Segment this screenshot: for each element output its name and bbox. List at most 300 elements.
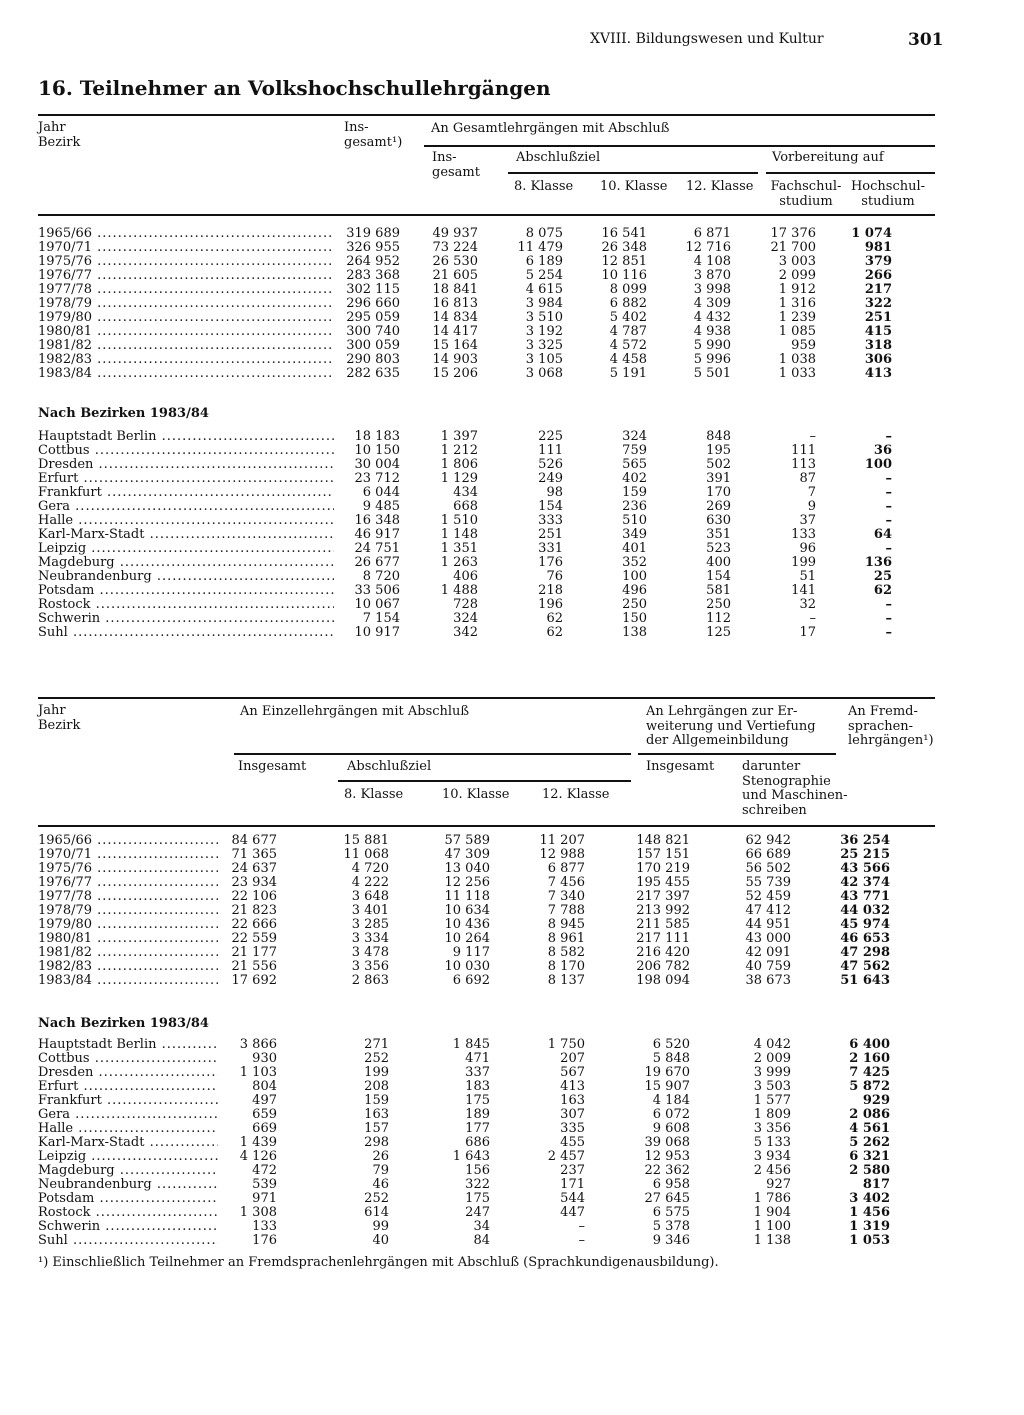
table-cell: 6 189 <box>525 253 563 269</box>
row-label: 1978/79 ..... <box>38 904 218 918</box>
table-row-district <box>38 444 898 458</box>
row-label: 1983/84 ..... <box>38 974 218 988</box>
table-cell: 49 937 <box>432 226 478 241</box>
table-cell: 8 170 <box>547 958 585 974</box>
table-cell: 133 <box>791 527 816 542</box>
table-cell: 1 439 <box>239 1135 277 1150</box>
table-row-district <box>38 472 898 486</box>
table-cell: 1 577 <box>753 1093 791 1108</box>
table-cell: 8 945 <box>547 916 585 932</box>
table-cell: 434 <box>453 485 478 500</box>
table-cell: 159 <box>364 1093 389 1108</box>
table-cell: 402 <box>622 471 647 486</box>
table-cell: 930 <box>252 1051 277 1066</box>
table-cell: 36 254 <box>840 833 890 848</box>
table-cell: 4 615 <box>525 281 563 297</box>
table-row-year <box>38 960 898 974</box>
table-row-district <box>38 1038 898 1052</box>
table-cell: 247 <box>465 1205 490 1220</box>
table-2-col-8-klasse: 8. Klasse <box>344 787 404 802</box>
table-cell: 7 788 <box>547 902 585 918</box>
table-cell: 318 <box>864 337 892 353</box>
table-cell: 1 643 <box>452 1149 490 1164</box>
table-cell: 175 <box>465 1093 490 1108</box>
table-cell: 23 934 <box>231 874 277 890</box>
table-cell: 1 138 <box>753 1233 791 1248</box>
table-cell: – <box>885 485 892 500</box>
table-cell: 668 <box>453 499 478 514</box>
table-cell: 98 <box>546 485 563 500</box>
table-1-col-insgesamt: Ins- gesamt¹) <box>344 120 403 150</box>
table-cell: 1 038 <box>778 351 816 367</box>
table-cell: 337 <box>465 1065 490 1080</box>
table-cell: 64 <box>873 527 892 542</box>
table-cell: 391 <box>706 471 731 486</box>
table-cell: 2 009 <box>753 1051 791 1066</box>
table-cell: 4 184 <box>652 1093 690 1108</box>
table-cell: 3 402 <box>849 1191 890 1206</box>
table-cell: 927 <box>766 1177 791 1192</box>
table-cell: 3 105 <box>525 351 563 367</box>
row-label: Hauptstadt Berlin ..... <box>38 430 334 444</box>
table-cell: 154 <box>706 569 731 584</box>
table-cell: 1 053 <box>849 1233 890 1248</box>
table-cell: 79 <box>372 1163 389 1178</box>
table-cell: 1 319 <box>849 1219 890 1234</box>
table-1-col-8-klasse: 8. Klasse <box>514 179 574 194</box>
table-2-col-einzel-insgesamt: Insgesamt <box>238 759 307 774</box>
table-cell: 300 059 <box>346 337 400 353</box>
table-cell: 111 <box>791 443 816 458</box>
table-cell: 62 <box>873 583 892 598</box>
row-label: Gera ..... <box>38 1108 218 1122</box>
table-cell: 10 116 <box>601 267 647 283</box>
table-cell: 290 803 <box>346 351 400 367</box>
table-cell: 206 782 <box>636 958 690 974</box>
table-cell: 148 821 <box>636 833 690 848</box>
table-cell: 22 559 <box>231 930 277 946</box>
table-cell: 100 <box>622 569 647 584</box>
table-cell: 539 <box>252 1177 277 1192</box>
table-row-year <box>38 311 898 325</box>
table-cell: 163 <box>364 1107 389 1122</box>
table-cell: 25 215 <box>840 846 890 862</box>
table-cell: 156 <box>465 1163 490 1178</box>
table-row-district <box>38 1220 898 1234</box>
table-cell: 198 094 <box>636 972 690 988</box>
table-cell: 326 955 <box>346 239 400 255</box>
row-label: 1982/83 ..... <box>38 353 334 367</box>
table-cell: 7 154 <box>362 611 400 626</box>
table-cell: 565 <box>622 457 647 472</box>
table-cell: 3 068 <box>525 365 563 381</box>
table-cell: 302 115 <box>346 281 400 297</box>
table-cell: 3 325 <box>525 337 563 353</box>
table-cell: 295 059 <box>346 309 400 325</box>
table-row-year <box>38 227 898 241</box>
table-cell: 282 635 <box>346 365 400 381</box>
table-cell: 225 <box>538 429 563 444</box>
table-cell: 17 <box>799 625 816 640</box>
table-cell: 15 164 <box>432 337 478 353</box>
table-cell: 1 103 <box>239 1065 277 1080</box>
table-cell: 76 <box>546 569 563 584</box>
row-label: 1975/76 ..... <box>38 255 334 269</box>
table-1-top-rule <box>38 114 935 116</box>
table-cell: 38 673 <box>745 972 791 988</box>
table-row-district <box>38 1150 898 1164</box>
table-cell: 271 <box>364 1037 389 1052</box>
table-cell: 3 401 <box>351 902 389 918</box>
table-cell: 39 068 <box>644 1135 690 1150</box>
table-cell: 1 904 <box>753 1205 791 1220</box>
row-label: Cottbus ..... <box>38 444 334 458</box>
table-cell: 415 <box>864 323 892 339</box>
table-cell: 12 716 <box>685 239 731 255</box>
table-row-district <box>38 1094 898 1108</box>
table-cell: 252 <box>364 1191 389 1206</box>
table-cell: 7 456 <box>547 874 585 890</box>
table-cell: 4 938 <box>693 323 731 339</box>
table-cell: 3 648 <box>351 888 389 904</box>
row-label: Karl-Marx-Stadt ..... <box>38 1136 218 1150</box>
row-label: Karl-Marx-Stadt ..... <box>38 528 334 542</box>
table-row-district <box>38 528 898 542</box>
table-1-group-gesamtlehrgaenge: An Gesamtlehrgängen mit Abschluß <box>431 121 670 136</box>
table-1-col-hochschulstudium: Hochschul- studium <box>850 179 926 209</box>
table-cell: 26 <box>372 1149 389 1164</box>
row-label: 1975/76 ..... <box>38 862 218 876</box>
table-cell: 333 <box>538 513 563 528</box>
table-cell: 24 751 <box>354 541 400 556</box>
row-label: Leipzig ..... <box>38 1150 218 1164</box>
table-cell: 4 042 <box>753 1037 791 1052</box>
table-cell: 44 951 <box>745 916 791 932</box>
table-cell: 6 882 <box>609 295 647 311</box>
table-cell: 21 556 <box>231 958 277 974</box>
table-cell: 150 <box>622 611 647 626</box>
table-cell: 2 457 <box>547 1149 585 1164</box>
table-cell: 3 503 <box>753 1079 791 1094</box>
row-label: Potsdam ..... <box>38 584 334 598</box>
table-cell: 10 436 <box>444 916 490 932</box>
table-cell: 5 996 <box>693 351 731 367</box>
table-cell: 13 040 <box>444 860 490 876</box>
row-label: 1982/83 ..... <box>38 960 218 974</box>
table-cell: 342 <box>453 625 478 640</box>
table-cell: 10 030 <box>444 958 490 974</box>
table-cell: 331 <box>538 541 563 556</box>
table-cell: 5 501 <box>693 365 731 381</box>
table-1-group-rule <box>424 145 935 147</box>
table-cell: 2 580 <box>849 1163 890 1178</box>
table-cell: 2 456 <box>753 1163 791 1178</box>
table-cell: 22 362 <box>644 1163 690 1178</box>
table-cell: 12 256 <box>444 874 490 890</box>
table-cell: 19 670 <box>644 1065 690 1080</box>
table-cell: 4 126 <box>239 1149 277 1164</box>
table-cell: 1 129 <box>440 471 478 486</box>
table-cell: 1 263 <box>440 555 478 570</box>
table-cell: 401 <box>622 541 647 556</box>
table-row-district <box>38 1178 898 1192</box>
table-cell: 157 151 <box>636 846 690 862</box>
table-cell: 5 848 <box>652 1051 690 1066</box>
table-cell: 196 <box>538 597 563 612</box>
table-cell: 3 998 <box>693 281 731 297</box>
table-cell: 9 485 <box>362 499 400 514</box>
row-label: Rostock ..... <box>38 598 334 612</box>
table-cell: 1 456 <box>849 1205 890 1220</box>
table-cell: 413 <box>864 365 892 381</box>
table-cell: 3 356 <box>753 1121 791 1136</box>
table-row-district <box>38 500 898 514</box>
table-row-district <box>38 458 898 472</box>
table-cell: 6 877 <box>547 860 585 876</box>
table-cell: 526 <box>538 457 563 472</box>
table-cell: 195 <box>706 443 731 458</box>
table-cell: 30 004 <box>354 457 400 472</box>
table-cell: – <box>578 1219 585 1234</box>
table-2-section-label: Nach Bezirken 1983/84 <box>38 1016 209 1031</box>
table-cell: 269 <box>706 499 731 514</box>
table-cell: 1 510 <box>440 513 478 528</box>
row-label: 1978/79 ..... <box>38 297 334 311</box>
table-cell: 2 863 <box>351 972 389 988</box>
row-label: Hauptstadt Berlin ..... <box>38 1038 218 1052</box>
table-cell: 125 <box>706 625 731 640</box>
table-cell: 630 <box>706 513 731 528</box>
table-cell: 4 561 <box>849 1121 890 1136</box>
table-row-year <box>38 932 898 946</box>
table-row-year <box>38 325 898 339</box>
table-cell: 5 262 <box>849 1135 890 1150</box>
table-row-year <box>38 241 898 255</box>
table-cell: 18 841 <box>432 281 478 297</box>
table-cell: 40 <box>372 1233 389 1248</box>
table-cell: 544 <box>560 1191 585 1206</box>
table-cell: 176 <box>538 555 563 570</box>
table-row-year <box>38 946 898 960</box>
table-cell: 10 264 <box>444 930 490 946</box>
row-label: Neubrandenburg ..... <box>38 570 334 584</box>
table-cell: 84 677 <box>231 833 277 848</box>
table-cell: 3 334 <box>351 930 389 946</box>
table-cell: 47 412 <box>745 902 791 918</box>
table-cell: 10 150 <box>354 443 400 458</box>
row-label: Suhl ..... <box>38 626 334 640</box>
table-cell: 46 917 <box>354 527 400 542</box>
table-row-year <box>38 339 898 353</box>
table-cell: 112 <box>706 611 731 626</box>
table-cell: 1 809 <box>753 1107 791 1122</box>
table-cell: 3 984 <box>525 295 563 311</box>
row-label: 1979/80 ..... <box>38 918 218 932</box>
row-label: Rostock ..... <box>38 1206 218 1220</box>
table-cell: 455 <box>560 1135 585 1150</box>
table-row-year <box>38 862 898 876</box>
table-cell: 379 <box>864 253 892 269</box>
table-cell: 3 510 <box>525 309 563 325</box>
table-cell: 4 572 <box>609 337 647 353</box>
table-cell: 15 881 <box>343 833 389 848</box>
table-cell: 307 <box>560 1107 585 1122</box>
table-cell: 264 952 <box>346 253 400 269</box>
table-cell: 497 <box>252 1093 277 1108</box>
table-cell: 17 376 <box>770 226 816 241</box>
table-cell: 502 <box>706 457 731 472</box>
table-cell: 16 348 <box>354 513 400 528</box>
table-cell: 43 566 <box>840 860 890 876</box>
table-cell: 12 851 <box>601 253 647 269</box>
table-row-year <box>38 367 898 381</box>
table-cell: 1 845 <box>452 1037 490 1052</box>
table-cell: 96 <box>799 541 816 556</box>
table-cell: 12 988 <box>539 846 585 862</box>
table-2-group-rule <box>234 753 631 755</box>
table-2-col-jahr-bezirk: Jahr Bezirk <box>38 703 81 733</box>
table-cell: 5 191 <box>609 365 647 381</box>
table-cell: 113 <box>791 457 816 472</box>
table-cell: 12 953 <box>644 1149 690 1164</box>
table-cell: 11 479 <box>517 239 563 255</box>
row-label: 1981/82 ..... <box>38 339 334 353</box>
table-cell: 817 <box>862 1177 890 1192</box>
table-cell: 250 <box>706 597 731 612</box>
table-cell: 298 <box>364 1135 389 1150</box>
row-label: Schwerin ..... <box>38 1220 218 1234</box>
table-cell: 6 520 <box>652 1037 690 1052</box>
table-cell: 266 <box>864 267 892 283</box>
table-cell: 4 787 <box>609 323 647 339</box>
table-cell: 6 321 <box>849 1149 890 1164</box>
page-number: 301 <box>908 30 944 50</box>
table-cell: 26 348 <box>601 239 647 255</box>
table-row-district <box>38 486 898 500</box>
row-label: Magdeburg ..... <box>38 556 334 570</box>
table-cell: 237 <box>560 1163 585 1178</box>
row-label: Suhl ..... <box>38 1234 218 1248</box>
table-cell: 6 692 <box>452 972 490 988</box>
table-cell: 159 <box>622 485 647 500</box>
table-cell: 163 <box>560 1093 585 1108</box>
table-cell: 10 634 <box>444 902 490 918</box>
table-cell: 335 <box>560 1121 585 1136</box>
table-cell: 23 712 <box>354 471 400 486</box>
table-cell: 141 <box>791 583 816 598</box>
row-label: 1976/77 ..... <box>38 269 334 283</box>
table-1-section-label: Nach Bezirken 1983/84 <box>38 406 209 421</box>
table-cell: 176 <box>252 1233 277 1248</box>
table-cell: 3 356 <box>351 958 389 974</box>
table-row-year <box>38 269 898 283</box>
table-cell: 1 085 <box>778 323 816 339</box>
row-label: Potsdam ..... <box>38 1192 218 1206</box>
table-cell: 669 <box>252 1121 277 1136</box>
table-cell: 3 478 <box>351 944 389 960</box>
table-row-year <box>38 918 898 932</box>
table-cell: 1 212 <box>440 443 478 458</box>
row-label: Schwerin ..... <box>38 612 334 626</box>
table-cell: 157 <box>364 1121 389 1136</box>
footnote: ¹) Einschließlich Teilnehmer an Fremdsprachenlehrgängen mit Abschluß (Sprachkundigenausbildung). <box>38 1255 719 1270</box>
table-row-year <box>38 974 898 988</box>
table-cell: 4 222 <box>351 874 389 890</box>
table-row-district <box>38 612 898 626</box>
table-1-abschluss-rule <box>508 172 758 174</box>
table-cell: 472 <box>252 1163 277 1178</box>
table-cell: 251 <box>864 309 892 325</box>
table-row-district <box>38 514 898 528</box>
table-cell: 1 488 <box>440 583 478 598</box>
row-label: Halle ..... <box>38 1122 218 1136</box>
table-2-erweiterung-rule <box>638 753 836 755</box>
table-cell: 5 378 <box>652 1219 690 1234</box>
table-cell: 3 285 <box>351 916 389 932</box>
table-cell: 218 <box>538 583 563 598</box>
table-cell: 14 417 <box>432 323 478 339</box>
table-1-col-12-klasse: 12. Klasse <box>686 179 754 194</box>
table-cell: 46 653 <box>840 930 890 946</box>
table-cell: 306 <box>864 351 892 367</box>
table-2-top-rule <box>38 697 935 699</box>
table-cell: 5 990 <box>693 337 731 353</box>
table-cell: 47 309 <box>444 846 490 862</box>
table-cell: 1 397 <box>440 429 478 444</box>
table-cell: 8 137 <box>547 972 585 988</box>
table-cell: 21 177 <box>231 944 277 960</box>
table-2-col-10-klasse: 10. Klasse <box>442 787 510 802</box>
table-cell: 319 689 <box>346 226 400 241</box>
table-cell: 567 <box>560 1065 585 1080</box>
table-cell: 848 <box>706 429 731 444</box>
table-cell: 236 <box>622 499 647 514</box>
table-cell: 252 <box>364 1051 389 1066</box>
table-cell: 154 <box>538 499 563 514</box>
table-row-district <box>38 1164 898 1178</box>
table-cell: 352 <box>622 555 647 570</box>
table-1-vorbereitung-rule <box>766 172 935 174</box>
table-cell: 2 086 <box>849 1107 890 1122</box>
table-row-district <box>38 584 898 598</box>
table-cell: 18 183 <box>354 429 400 444</box>
table-cell: – <box>885 597 892 612</box>
table-cell: 217 111 <box>636 930 690 946</box>
row-label: 1977/78 ..... <box>38 283 334 297</box>
table-cell: 581 <box>706 583 731 598</box>
table-cell: 66 689 <box>745 846 791 862</box>
table-cell: 1 806 <box>440 457 478 472</box>
table-cell: 6 575 <box>652 1205 690 1220</box>
table-cell: 283 368 <box>346 267 400 283</box>
table-1-group-abschlussziel: Abschlußziel <box>516 150 601 165</box>
table-cell: 9 117 <box>452 944 490 960</box>
table-row-year <box>38 904 898 918</box>
table-cell: 1 033 <box>778 365 816 381</box>
table-row-year <box>38 255 898 269</box>
table-cell: 4 432 <box>693 309 731 325</box>
row-label: 1965/66 ..... <box>38 834 218 848</box>
table-cell: 170 <box>706 485 731 500</box>
table-cell: 11 068 <box>343 846 389 862</box>
row-label: 1980/81 ..... <box>38 325 334 339</box>
table-cell: 1 239 <box>778 309 816 325</box>
table-cell: 981 <box>864 239 892 255</box>
table-cell: 216 420 <box>636 944 690 960</box>
table-cell: 208 <box>364 1079 389 1094</box>
table-1-col-10-klasse: 10. Klasse <box>600 179 668 194</box>
table-cell: – <box>885 625 892 640</box>
